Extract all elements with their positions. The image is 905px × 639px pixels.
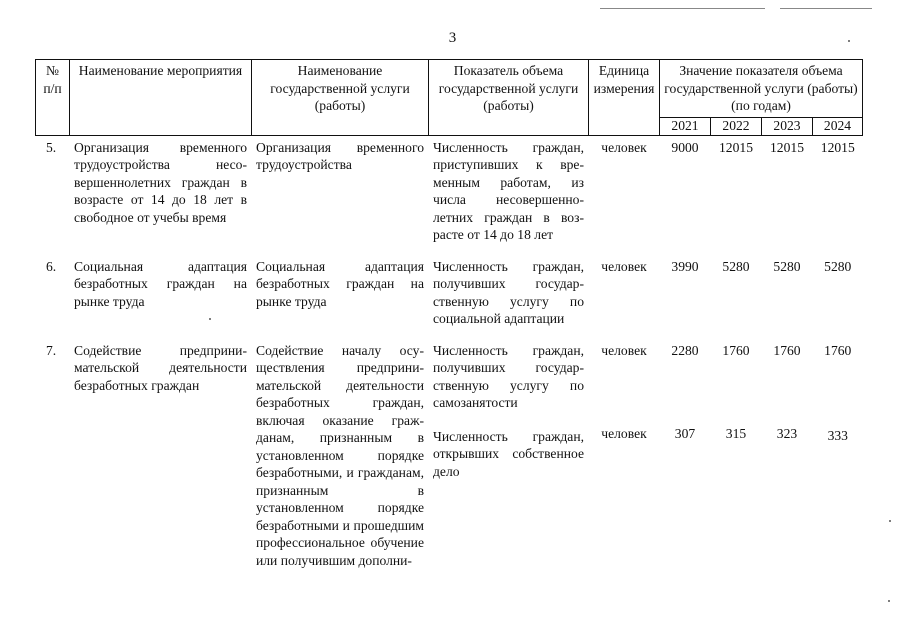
value-2024: 12015 [820, 139, 855, 155]
page-number: 3 [448, 30, 457, 46]
unit-cell [589, 342, 660, 584]
header-year: 2023 [762, 117, 813, 135]
value-2021: 307 [674, 426, 696, 441]
event-name: Содействие предпринимательской деятельности безработных граждан [74, 342, 247, 393]
top-rule [600, 8, 765, 9]
value-2024: 333 [827, 428, 848, 443]
header-event: Наименование мероприятия [70, 60, 252, 136]
header-value: Значение показателя объема государственной услуги (работы) (по годам) [660, 60, 863, 118]
value-2023: 323 [776, 426, 798, 441]
services-table [35, 59, 863, 583]
indicator-name: Численность граждан, приступивших к временным работам, из числа несовершеннолетних граждан в возрасте от 14 до 18 лет [433, 139, 584, 242]
table-row [36, 135, 863, 258]
spacer [661, 359, 709, 425]
spacer [712, 359, 760, 425]
value-2021: 2280 [671, 342, 699, 358]
table-row [36, 342, 863, 584]
top-rule [780, 8, 872, 9]
value-2024: 5280 [824, 258, 852, 274]
header-service: Наименование государственной услуги (работы) [252, 60, 429, 136]
unit: человек [601, 342, 647, 358]
scan-speck [209, 318, 211, 320]
value-2023: 5280 [773, 258, 801, 274]
value-2022: 5280 [722, 258, 750, 274]
spacer [763, 359, 811, 425]
spacer [593, 359, 655, 425]
unit: человек [601, 139, 647, 155]
value-2023: 12015 [770, 139, 804, 155]
service-name: Организация временного трудоустройства [256, 139, 424, 172]
indicator-cell [429, 342, 589, 584]
header-year: 2024 [813, 117, 863, 135]
scan-speck [848, 40, 850, 42]
spacer [814, 359, 862, 427]
row-number: 6. [46, 258, 57, 274]
value-2022: 1760 [722, 342, 750, 358]
scan-speck [889, 520, 891, 522]
header-num: № п/п [36, 60, 70, 136]
event-name: Организация временного трудоустройства несовершеннолетних граждан в возрасте от 14 до 18 лет в свободное от учебы время [74, 139, 247, 225]
value-2023-cell [762, 342, 813, 584]
service-name: Содействие началу осуществления предпринимательской деятельности безработных граждан, включая оказание гражданам, признанным в установленном порядке безработными, и гражданам, признанным в установленном порядке безработными и прошедшим профессиональное обучение или получившим дополни- [256, 342, 424, 568]
table-row [36, 258, 863, 342]
service-name: Социальная адаптация безработных граждан на рынке труда [256, 258, 424, 309]
value-2023: 1760 [773, 342, 801, 358]
value-2021-cell [660, 342, 711, 584]
indicator-name: Численность граждан, получивших государственную услугу по самозанятости [433, 342, 584, 410]
unit: человек [601, 258, 647, 274]
indicator-name: Численность граждан, открывших собственное дело [433, 428, 584, 479]
value-2021: 9000 [671, 139, 699, 155]
header-indicator: Показатель объема государственной услуги (работы) [429, 60, 589, 136]
value-2022: 315 [725, 426, 747, 441]
scan-speck [888, 600, 890, 602]
indicator-name: Численность граждан, получивших государственную услугу по социальной адаптации [433, 258, 584, 326]
value-2022: 12015 [719, 139, 753, 155]
value-2021: 3990 [671, 258, 699, 274]
event-name: Социальная адаптация безработных граждан на рынке труда [74, 258, 247, 309]
row-number: 7. [46, 342, 57, 358]
header-unit: Единица измерения [589, 60, 660, 136]
value-2024: 1760 [824, 342, 852, 358]
header-year: 2022 [711, 117, 762, 135]
value-2022-cell [711, 342, 762, 584]
value-2024-cell [813, 342, 863, 584]
unit: человек [601, 426, 647, 441]
spacer [433, 412, 584, 428]
row-number: 5. [46, 139, 57, 155]
header-year: 2021 [660, 117, 711, 135]
